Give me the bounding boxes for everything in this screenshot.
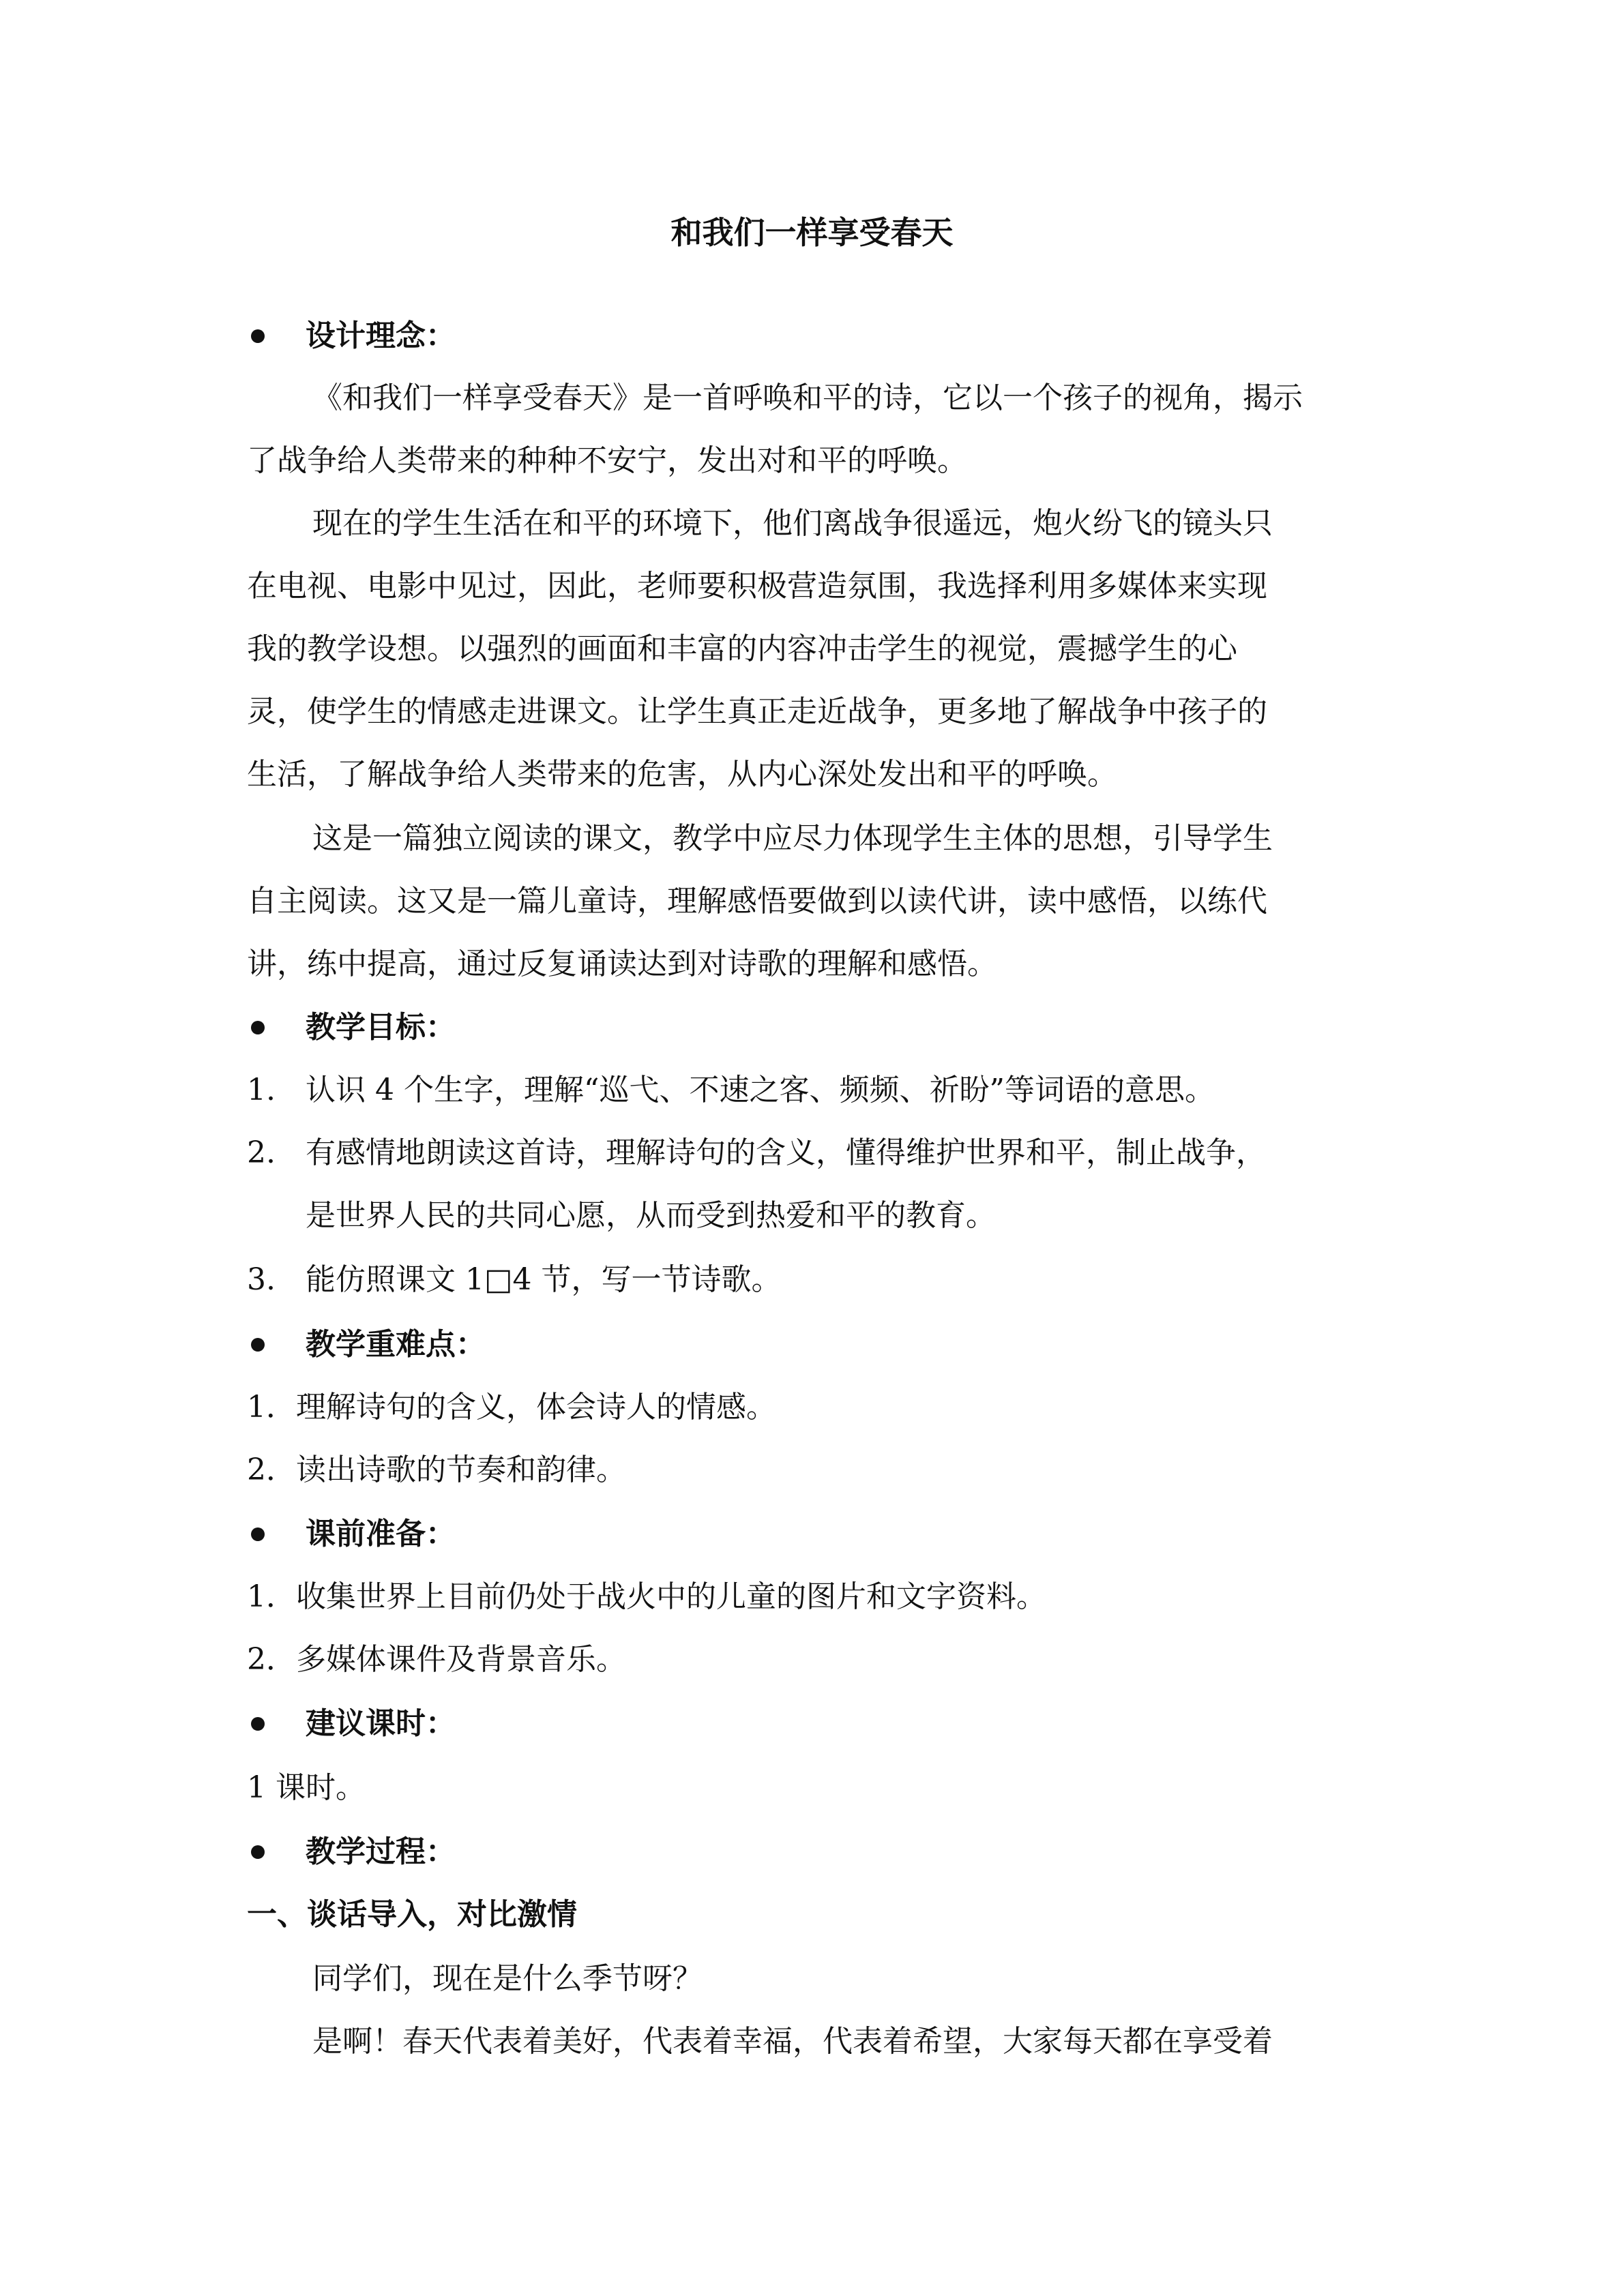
bullet-icon: [251, 1021, 265, 1034]
list-number: 1.: [247, 1073, 276, 1107]
bullet-icon: [251, 329, 265, 343]
section-heading-lesson-time: 建议课时：: [306, 1706, 456, 1741]
paragraph-line: 1 课时。: [247, 1770, 366, 1805]
paragraph-line: 同学们，现在是什么季节呀？: [312, 1961, 703, 1996]
bullet-icon: [251, 1845, 265, 1859]
section-heading-goals: 教学目标：: [306, 1010, 456, 1045]
list-item: 2．读出诗歌的节奏和韵律。: [247, 1452, 626, 1487]
section-heading-key-points: 教学重难点：: [306, 1327, 486, 1362]
section-heading-design: 设计理念：: [306, 318, 456, 353]
bullet-icon: [251, 1527, 265, 1541]
paragraph-line: 了战争给人类带来的种种不安宁，发出对和平的呼唤。: [247, 443, 967, 478]
list-item: 认识 4 个生字，理解“巡弋、不速之客、频频、祈盼”等词语的意思。: [306, 1073, 1215, 1107]
paragraph-line: 灵，使学生的情感走进课文。让学生真正走近战争，更多地了解战争中孩子的: [247, 694, 1267, 729]
paragraph-line: 是啊！春天代表着美好，代表着幸福，代表着希望，大家每天都在享受着: [312, 2024, 1273, 2059]
list-item: 1．理解诗句的含义，体会诗人的情感。: [247, 1390, 776, 1425]
paragraph-line: 《和我们一样享受春天》是一首呼唤和平的诗，它以一个孩子的视角，揭示: [312, 381, 1303, 415]
paragraph-line: 讲，练中提高，通过反复诵读达到对诗歌的理解和感悟。: [247, 946, 997, 981]
paragraph-line: 在电视、电影中见过，因此，老师要积极营造氛围，我选择利用多媒体来实现: [247, 569, 1267, 603]
list-item: 2．多媒体课件及背景音乐。: [247, 1642, 626, 1677]
paragraph-line: 现在的学生生活在和平的环境下，他们离战争很遥远，炮火纷飞的镜头只: [312, 506, 1273, 541]
list-item: 有感情地朗读这首诗，理解诗句的含义，懂得维护世界和平，制止战争，: [306, 1135, 1266, 1170]
step-heading: 一、谈话导入，对比激情: [247, 1897, 577, 1932]
page-title: 和我们一样享受春天: [670, 214, 954, 251]
list-item: 1．收集世界上目前仍处于战火中的儿童的图片和文字资料。: [247, 1579, 1046, 1614]
list-item-continuation: 是世界人民的共同心愿，从而受到热爱和平的教育。: [306, 1198, 996, 1233]
paragraph-line: 生活，了解战争给人类带来的危害，从内心深处发出和平的呼唤。: [247, 757, 1117, 792]
list-item: 能仿照课文 1□4 节，写一节诗歌。: [306, 1262, 782, 1297]
list-number: 3.: [247, 1262, 276, 1297]
paragraph-line: 自主阅读。这又是一篇儿童诗，理解感悟要做到以读代讲，读中感悟，以练代: [247, 884, 1267, 919]
bullet-icon: [251, 1338, 265, 1352]
paragraph-line: 这是一篇独立阅读的课文，教学中应尽力体现学生主体的思想，引导学生: [312, 821, 1273, 856]
paragraph-line: 我的教学设想。以强烈的画面和丰富的内容冲击学生的视觉，震撼学生的心: [247, 631, 1237, 666]
list-number: 2.: [247, 1135, 276, 1170]
section-heading-preparation: 课前准备：: [306, 1517, 456, 1551]
section-heading-process: 教学过程：: [306, 1834, 456, 1869]
bullet-icon: [251, 1717, 265, 1731]
